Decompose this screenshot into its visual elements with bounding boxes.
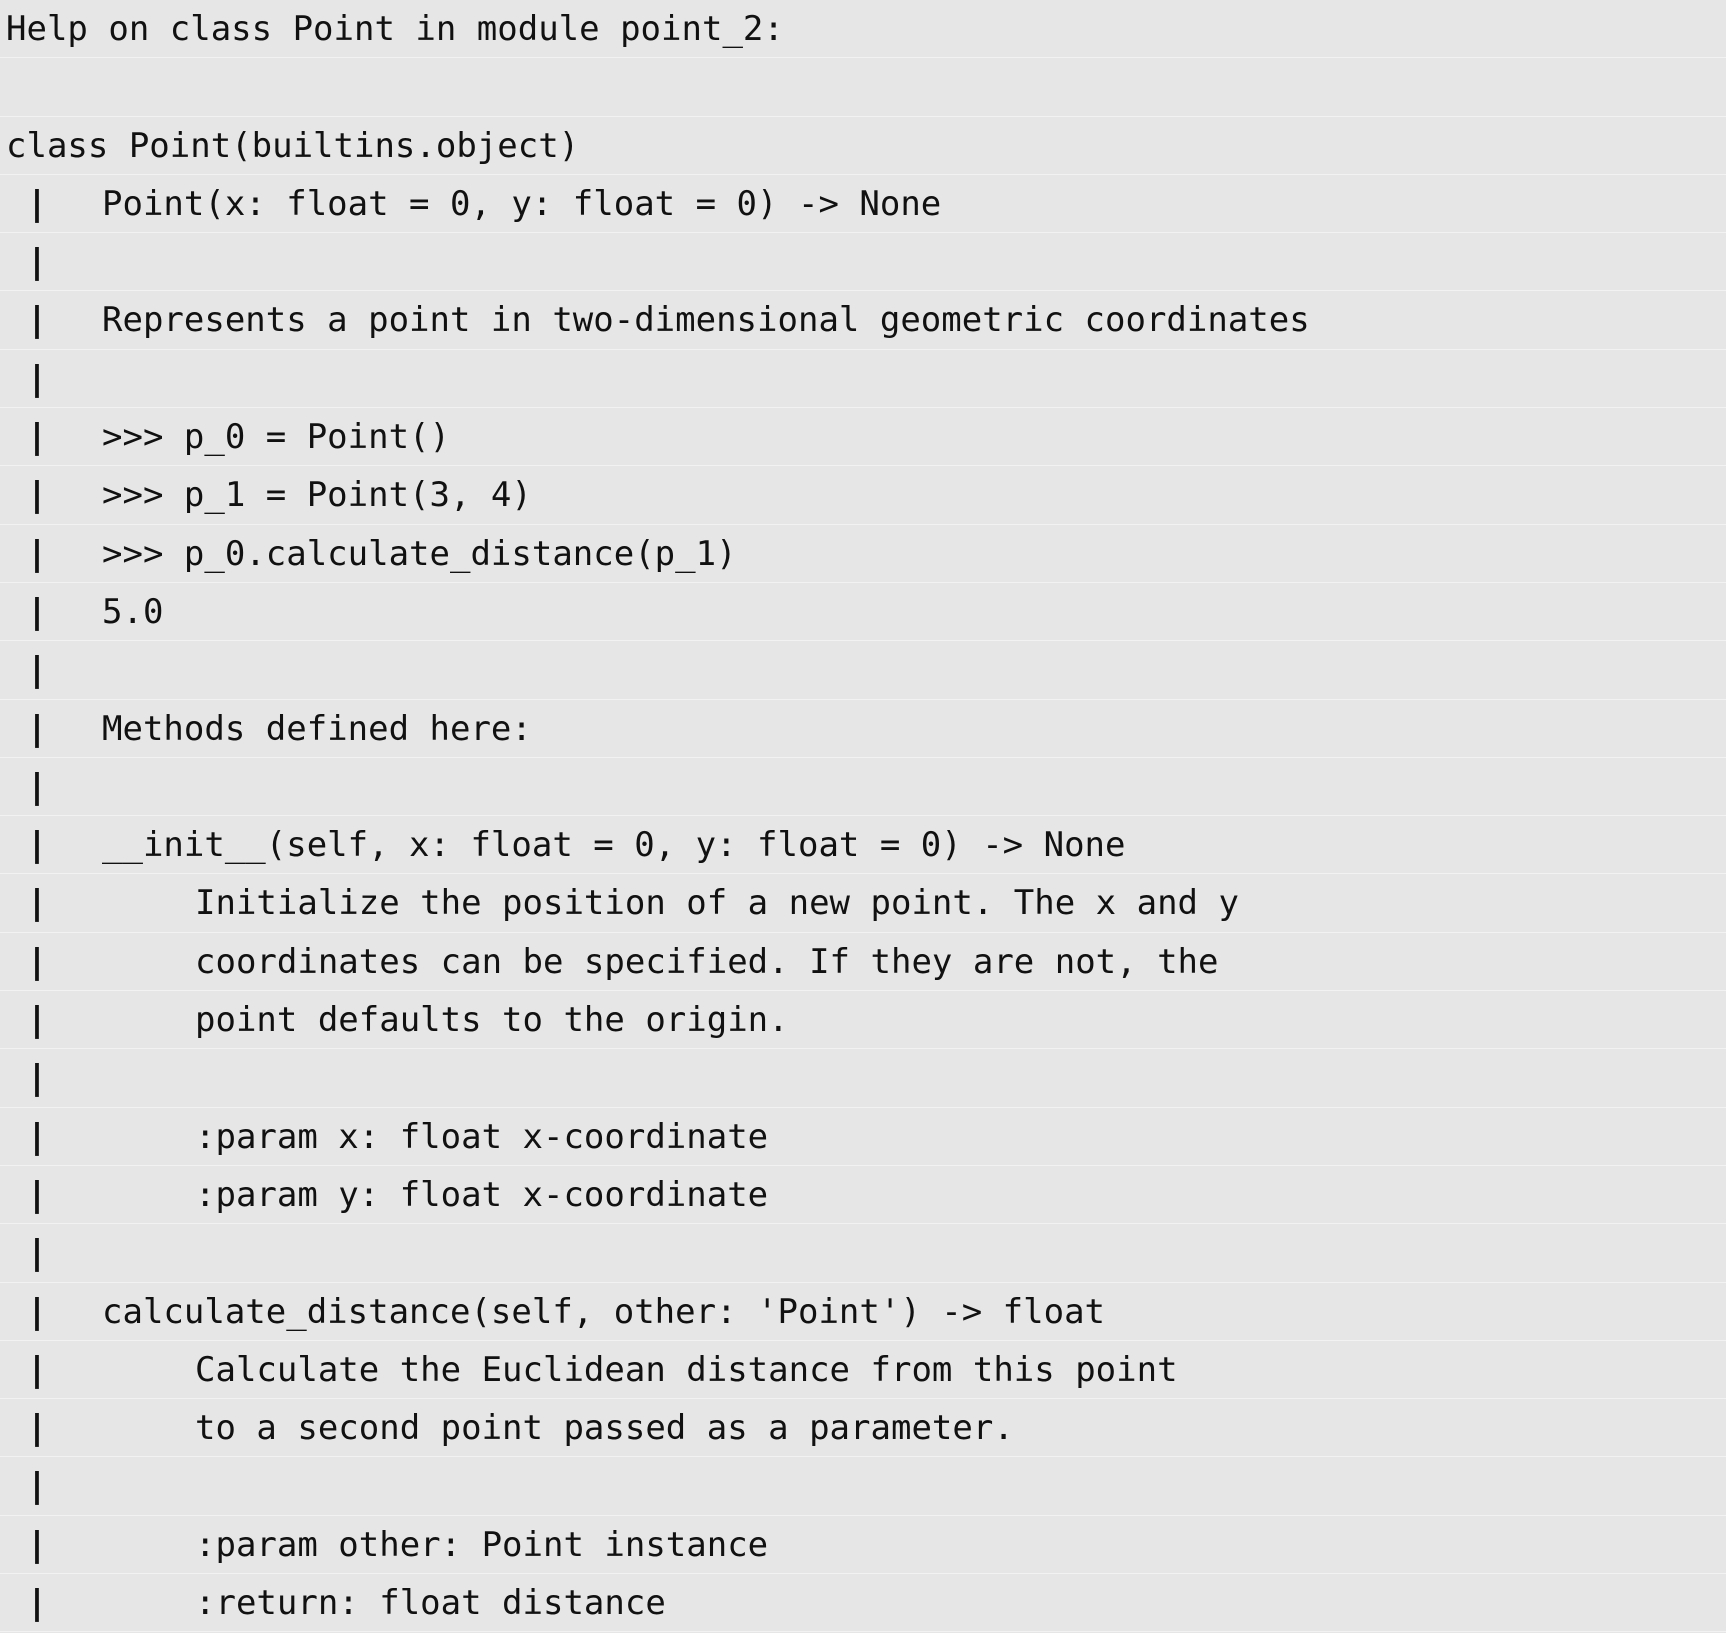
- help-line-text: Point(x: float = 0, y: float = 0) -> None: [102, 183, 942, 224]
- help-line: [0, 1166, 1726, 1224]
- help-line: [0, 991, 1726, 1049]
- help-line-text: coordinates can be specified. If they are not, the: [195, 941, 1219, 982]
- help-line: [0, 350, 1726, 408]
- help-line-text: Initialize the position of a new point. The x and y: [195, 883, 1239, 924]
- help-line: [0, 1341, 1726, 1399]
- help-line: [0, 117, 1726, 175]
- help-line-text: :return: float distance: [195, 1583, 666, 1624]
- help-line: [0, 175, 1726, 233]
- help-line: [0, 641, 1726, 699]
- vertical-bar-glyph: |: [26, 183, 48, 224]
- vertical-bar-glyph: |: [26, 883, 48, 924]
- help-line: [0, 291, 1726, 349]
- help-line: [0, 233, 1726, 291]
- vertical-bar-glyph: |: [26, 708, 48, 749]
- help-line-text: >>> p_0.calculate_distance(p_1): [102, 533, 737, 574]
- help-line-text: :param y: float x-coordinate: [195, 1174, 769, 1215]
- help-line: [0, 1108, 1726, 1166]
- help-line-text: >>> p_1 = Point(3, 4): [102, 475, 532, 516]
- help-line: [0, 1399, 1726, 1457]
- help-line: [0, 1516, 1726, 1574]
- vertical-bar-glyph: |: [26, 358, 48, 399]
- help-line: [0, 583, 1726, 641]
- vertical-bar-glyph: |: [26, 591, 48, 632]
- vertical-bar-glyph: |: [26, 475, 48, 516]
- help-line-text: :param x: float x-coordinate: [195, 1116, 769, 1157]
- vertical-bar-glyph: |: [26, 417, 48, 458]
- help-line: [0, 1049, 1726, 1107]
- help-line-text: point defaults to the origin.: [195, 1000, 789, 1041]
- help-line: [0, 874, 1726, 932]
- help-line-text: Help on class Point in module point_2:: [6, 9, 784, 49]
- help-line: [0, 1457, 1726, 1515]
- help-line-text: Methods defined here:: [102, 708, 532, 749]
- help-line-text: :param other: Point instance: [195, 1524, 769, 1565]
- vertical-bar-glyph: |: [26, 1233, 48, 1274]
- vertical-bar-glyph: |: [26, 300, 48, 341]
- vertical-bar-glyph: |: [26, 1116, 48, 1157]
- help-line-text: 5.0: [102, 591, 164, 632]
- help-line: [0, 525, 1726, 583]
- help-line-text: __init__(self, x: float = 0, y: float = 0) -> None: [102, 825, 1126, 866]
- help-line: [0, 1574, 1726, 1632]
- help-line-text: to a second point passed as a parameter.: [195, 1408, 1014, 1449]
- help-line: [0, 1283, 1726, 1341]
- help-line: [0, 58, 1726, 116]
- vertical-bar-glyph: |: [26, 1583, 48, 1624]
- help-line: [0, 933, 1726, 991]
- vertical-bar-glyph: |: [26, 1466, 48, 1507]
- vertical-bar-glyph: |: [26, 941, 48, 982]
- vertical-bar-glyph: |: [26, 1058, 48, 1099]
- help-line: [0, 466, 1726, 524]
- help-line: [0, 1224, 1726, 1282]
- help-line-text: Calculate the Euclidean distance from this point: [195, 1349, 1178, 1390]
- vertical-bar-glyph: |: [26, 242, 48, 283]
- help-line: [0, 758, 1726, 816]
- vertical-bar-glyph: |: [26, 766, 48, 807]
- help-line: [0, 816, 1726, 874]
- vertical-bar-glyph: |: [26, 1349, 48, 1390]
- help-line-text: class Point(builtins.object): [6, 125, 580, 166]
- vertical-bar-glyph: |: [26, 533, 48, 574]
- vertical-bar-glyph: |: [26, 1174, 48, 1215]
- help-line-text: calculate_distance(self, other: 'Point') -> float: [102, 1291, 1106, 1332]
- vertical-bar-glyph: |: [26, 1291, 48, 1332]
- help-line-text: Represents a point in two-dimensional geometric coordinates: [102, 300, 1310, 341]
- vertical-bar-glyph: |: [26, 1524, 48, 1565]
- vertical-bar-glyph: |: [26, 1408, 48, 1449]
- vertical-bar-glyph: |: [26, 1000, 48, 1041]
- help-line: [0, 700, 1726, 758]
- help-line-text: >>> p_0 = Point(): [102, 417, 450, 458]
- help-line: [0, 408, 1726, 466]
- vertical-bar-glyph: |: [26, 650, 48, 691]
- help-line: [0, 0, 1726, 58]
- vertical-bar-glyph: |: [26, 825, 48, 866]
